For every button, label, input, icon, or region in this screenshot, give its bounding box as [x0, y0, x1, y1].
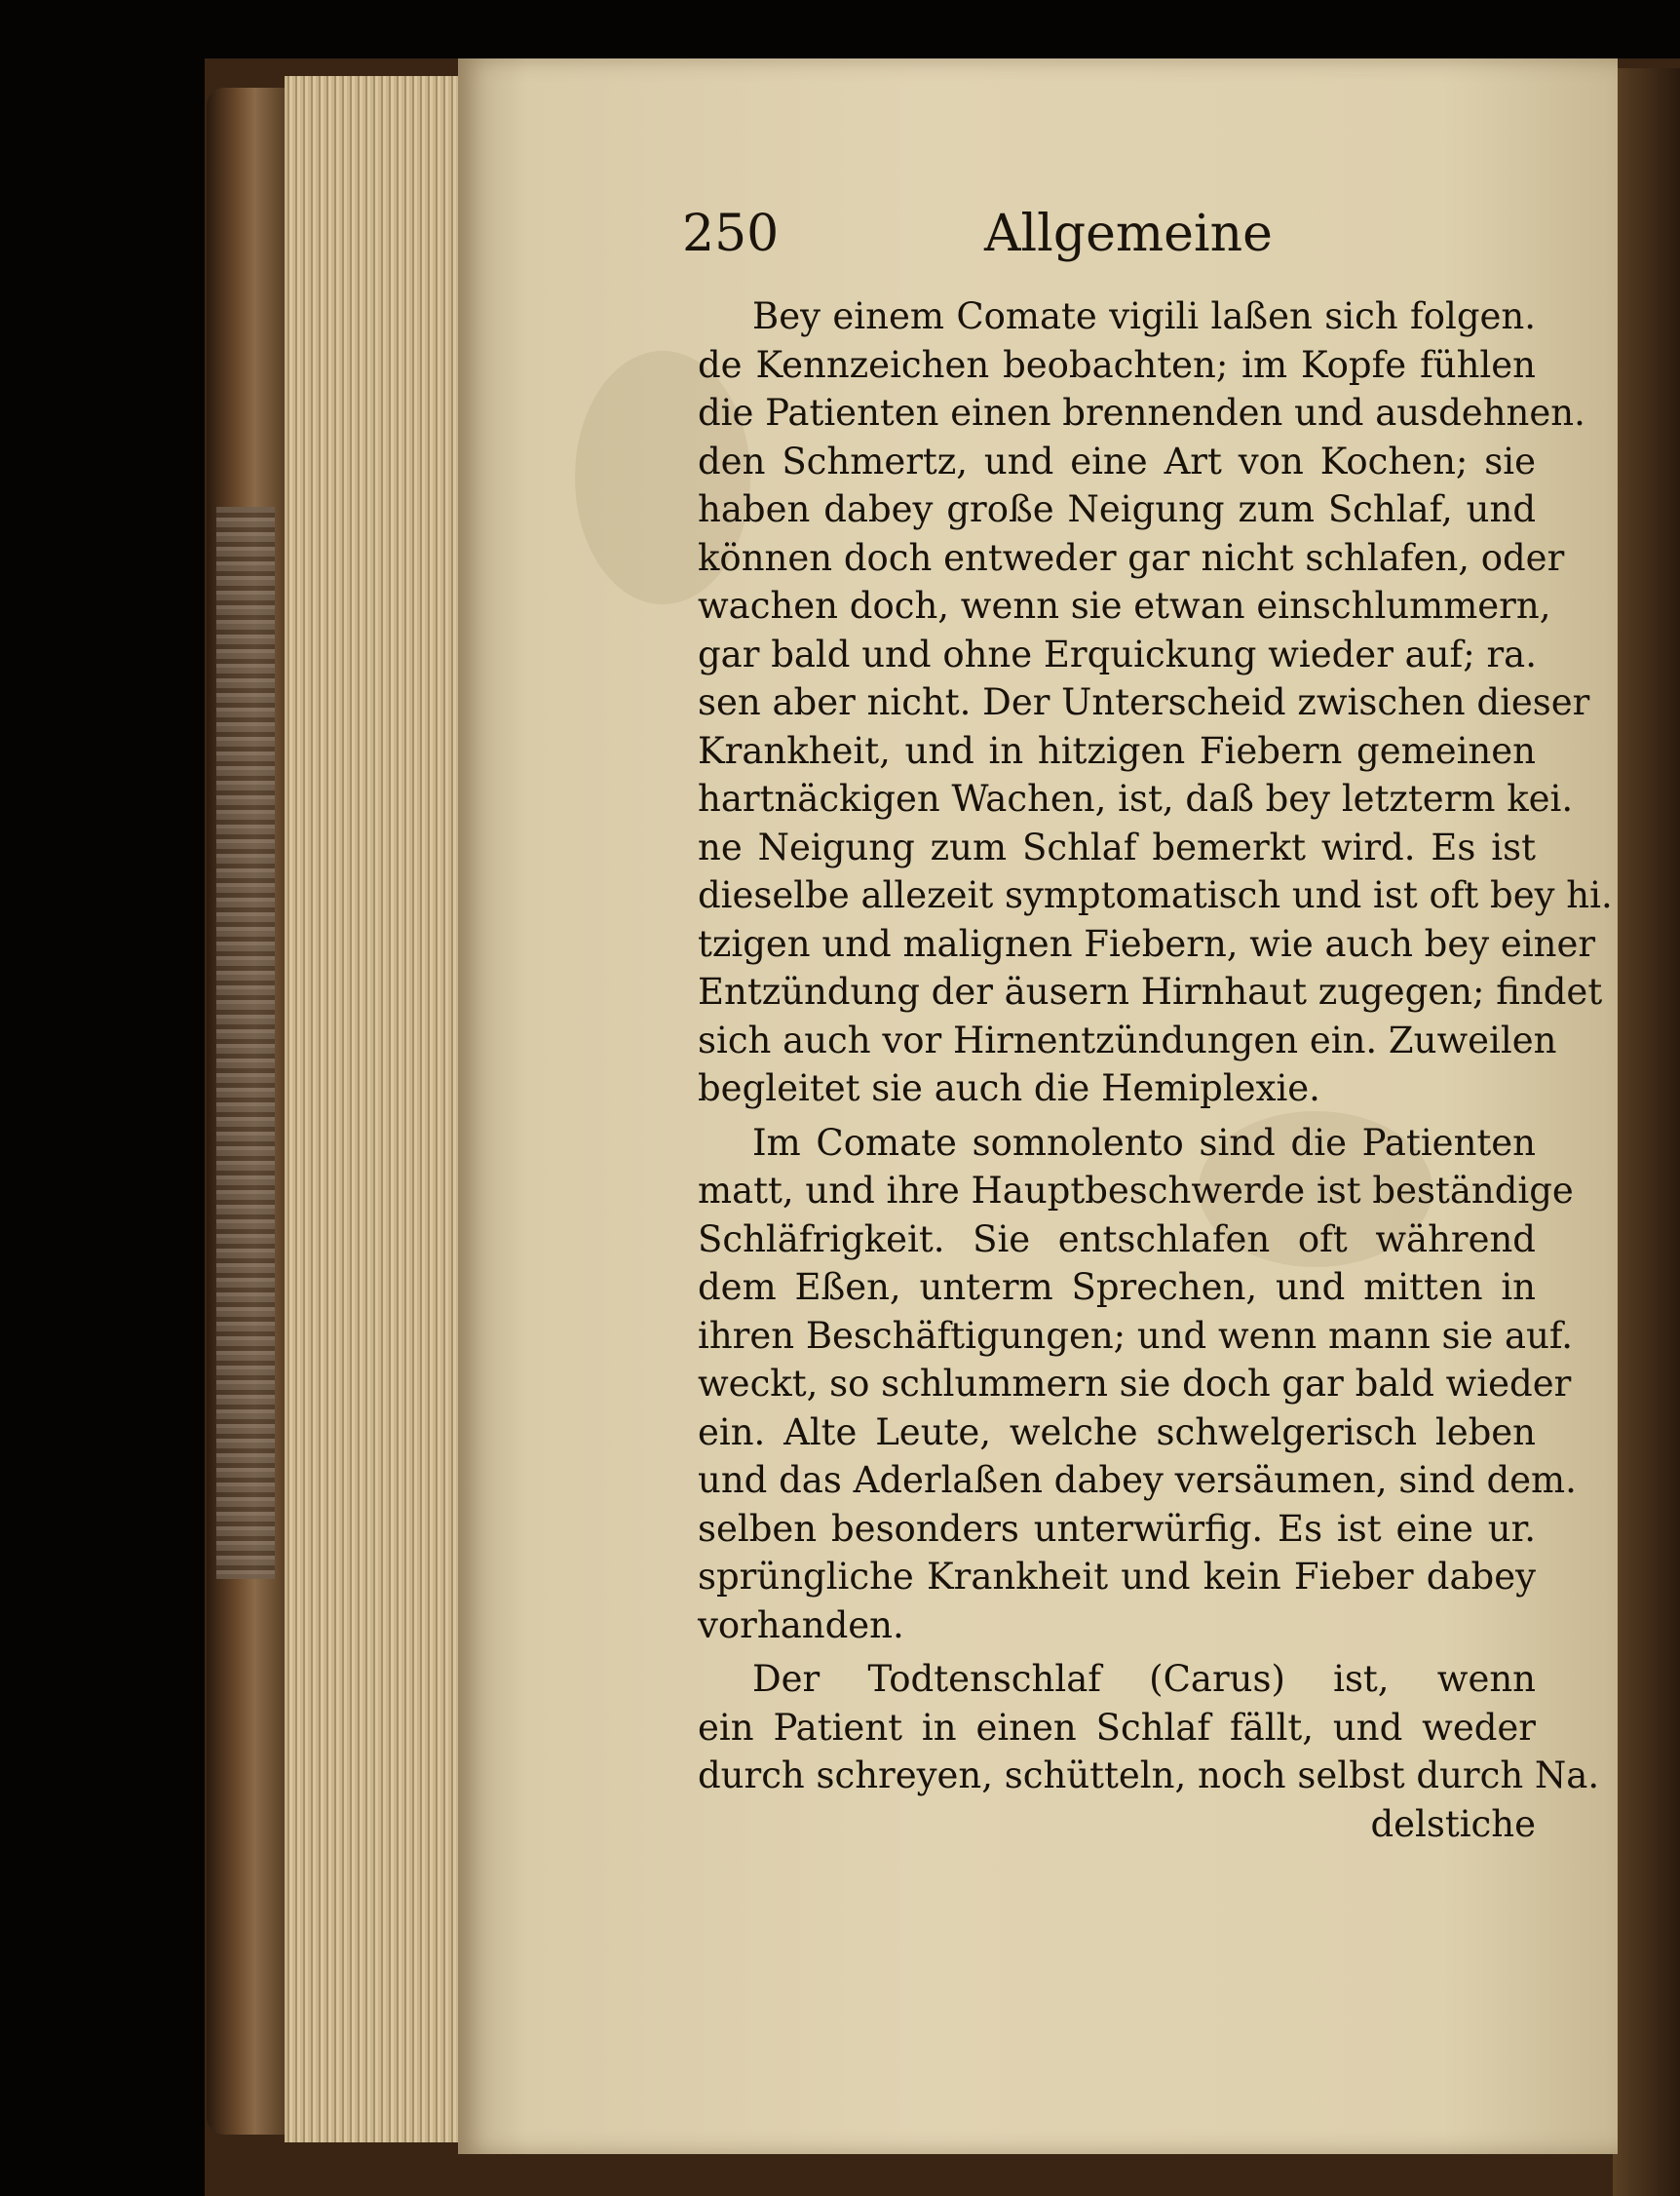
facing-cover-edge — [1613, 68, 1680, 2196]
text-line: vorhanden. — [698, 1603, 904, 1646]
text-line: Bey einem Comate vigili laßen sich folgen. — [752, 295, 1536, 337]
text-line: de Kennzeichen beobachten; im Kopfe fühlen — [698, 343, 1536, 386]
text-line: ihren Beschäftigungen; und wenn mann sie auf. — [698, 1314, 1574, 1357]
text-line: den Schmertz, und eine Art von Kochen; sie — [698, 440, 1536, 482]
text-line: dieselbe allezeit symptomatisch und ist oft bey hi. — [698, 874, 1613, 916]
paragraph-todtenschlaf — [698, 1655, 1600, 1848]
text-line: weckt, so schlummern sie doch gar bald wieder — [698, 1363, 1572, 1405]
text-line: ne Neigung zum Schlaf bemerkt wird. Es ist — [698, 826, 1536, 868]
text-line: selben besonders unterwürfig. Es ist eine ur. — [698, 1507, 1536, 1550]
text-line: hartnäckigen Wachen, ist, daß bey letzterm kei. — [698, 778, 1574, 820]
paragraph-comate-vigili — [698, 292, 1613, 1113]
catchword: delstiche — [1370, 1802, 1536, 1845]
text-line: sich auch vor Hirnentzündungen ein. Zuweilen — [698, 1019, 1557, 1061]
text-line: Schläfrigkeit. Sie entschlafen oft während — [698, 1217, 1536, 1260]
text-line: Krankheit, und in hitzigen Fiebern gemeinen — [698, 729, 1536, 772]
text-line: tzigen und malignen Fiebern, wie auch bey einer — [698, 922, 1596, 965]
page-edges — [285, 76, 470, 2142]
page-header — [682, 205, 1520, 273]
text-line: Im Comate somnolento sind die Patienten — [752, 1121, 1536, 1164]
text-line: dem Eßen, unterm Sprechen, und mitten in — [698, 1266, 1536, 1308]
text-line: gar bald und ohne Erquickung wieder auf; ra. — [698, 633, 1537, 675]
text-line: begleitet sie auch die Hemiplexie. — [698, 1067, 1320, 1109]
text-line: können doch entweder gar nicht schlafen, oder — [698, 536, 1565, 579]
paragraph-comate-somnolento — [698, 1119, 1577, 1650]
page-number: 250 — [682, 205, 780, 263]
text-line: und das Aderlaßen dabey versäumen, sind dem. — [698, 1459, 1577, 1501]
text-line: wachen doch, wenn sie etwan einschlummern, — [698, 585, 1551, 627]
text-line: Entzündung der äusern Hirnhaut zugegen; findet — [698, 971, 1603, 1013]
text-line: die Patienten einen brennenden und ausdehnen. — [698, 392, 1585, 434]
text-line: matt, und ihre Hauptbeschwerde ist beständige — [698, 1170, 1574, 1212]
text-line: haben dabey große Neigung zum Schlaf, und — [698, 488, 1536, 530]
body-text — [698, 292, 1613, 1848]
text-line: durch schreyen, schütteln, noch selbst durch Na. — [698, 1754, 1600, 1796]
text-line: Der Todtenschlaf (Carus) ist, wenn — [752, 1658, 1536, 1700]
text-line: ein Patient in einen Schlaf fällt, und weder — [698, 1706, 1536, 1749]
text-line: ein. Alte Leute, welche schwelgerisch leben — [698, 1410, 1536, 1453]
worn-spine-binding — [216, 507, 275, 1579]
text-line: sprüngliche Krankheit und kein Fieber dabey — [698, 1556, 1536, 1598]
running-title: Allgemeine — [984, 205, 1273, 263]
text-line: sen aber nicht. Der Unterscheid zwischen dieser — [698, 681, 1590, 723]
